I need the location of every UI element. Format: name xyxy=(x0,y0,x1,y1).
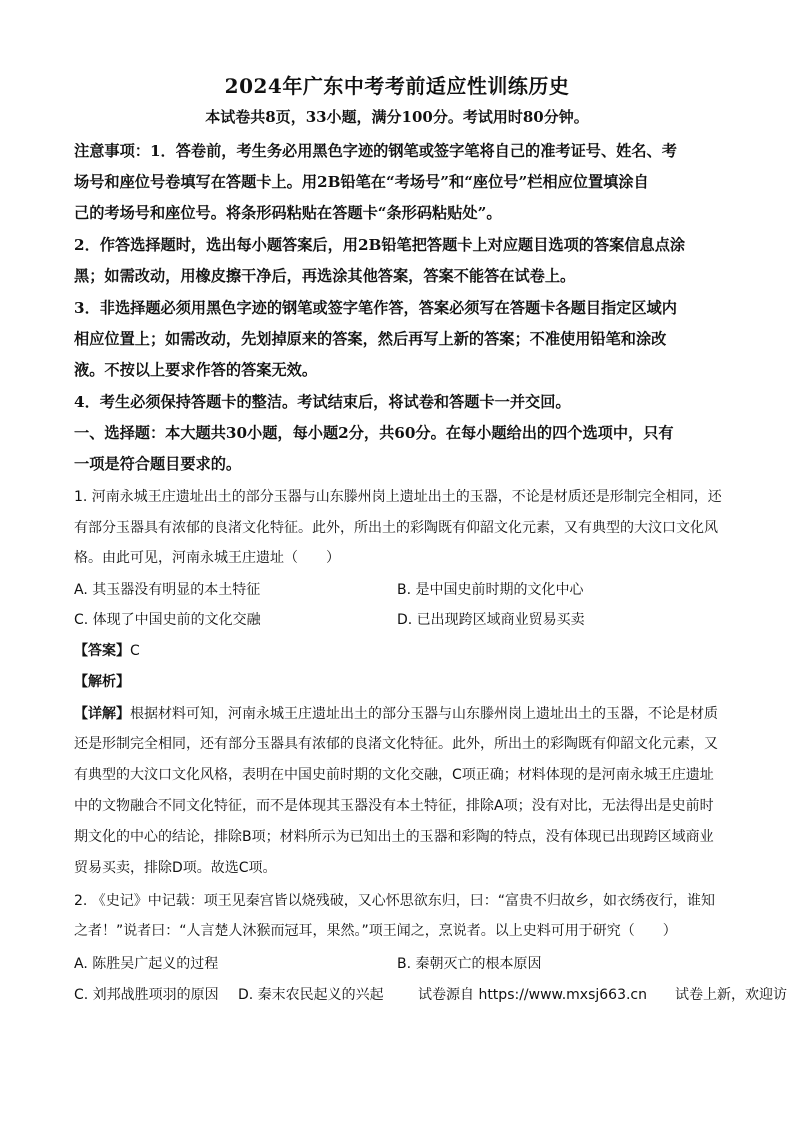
question-2-stem: 2. 《史记》中记载：项王见秦宫皆以烧残破，又心怀思欲东归，曰：“富贵不归故乡，如衣绣夜行，谁知 xyxy=(74,893,716,909)
q2-option-b: B. 秦朝灭亡的根本原因 xyxy=(397,956,542,972)
q1-option-a: A. 其玉器没有明显的本土特征 xyxy=(74,582,261,598)
section-header: 一项是符合题目要求的。 xyxy=(74,455,242,473)
note-line: 4．考生必须保持答题卡的整洁。考试结束后，将试卷和答题卡一并交回。 xyxy=(74,393,571,411)
page-title: 2024年广东中考考前适应性训练历史 xyxy=(224,74,570,98)
analysis-label: 【解析】 xyxy=(74,674,130,690)
question-1-stem: 1. 河南永城王庄遗址出土的部分玉器与山东滕州岗上遗址出土的玉器，不论是材质还是形制完全相同，还 xyxy=(74,489,722,505)
q1-detail-line: 中的文物融合不同文化特征，而不是体现其玉器没有本土特征，排除A项；没有对比，无法得出是史前时 xyxy=(74,798,714,814)
q1-detail-line: 期文化的中心的结论，排除B项；材料所示为已知出土的玉器和彩陶的特点，没有体现已出现跨区域商业 xyxy=(74,829,714,845)
exam-info: 本试卷共8页，33小题，满分100分。考试用时80分钟。 xyxy=(205,108,589,126)
q1-analysis-label xyxy=(74,671,130,691)
q1-option-c: C. 体现了中国史前的文化交融 xyxy=(74,612,261,628)
detail-text: 根据材料可知，河南永城王庄遗址出土的部分玉器与山东滕州岗上遗址出土的玉器，不论是材质 xyxy=(130,706,718,722)
q2-option-d: D. 秦末农民起义的兴起 xyxy=(238,987,384,1003)
source-footer: 试卷源自 https://www.mxsj663.cn 试卷上新，欢迎访 xyxy=(418,987,787,1003)
q2-option-c: C. 刘邦战胜项羽的原因 xyxy=(74,987,219,1003)
note-line: 己的考场号和座位号。将条形码粘贴在答题卡“条形码粘贴处”。 xyxy=(74,204,502,222)
answer-value: C xyxy=(130,643,140,659)
q1-option-d: D. 已出现跨区域商业贸易买卖 xyxy=(397,612,585,628)
q1-detail xyxy=(74,703,718,723)
answer-label: 【答案】 xyxy=(74,643,130,659)
question-1-stem: 格。由此可见，河南永城王庄遗址（ ） xyxy=(74,550,340,566)
q1-option-b: B. 是中国史前时期的文化中心 xyxy=(397,582,584,598)
note-line: 液。不按以上要求作答的答案无效。 xyxy=(74,361,317,379)
detail-label: 【详解】 xyxy=(74,706,130,722)
question-2-stem: 之者！”说者曰：“人言楚人沐猴而冠耳，果然。”项王闻之，烹说者。以上史料可用于研究（ ） xyxy=(74,923,677,939)
question-1-stem: 有部分玉器具有浓郁的良渚文化特征。此外，所出土的彩陶既有仰韶文化元素，又有典型的大汶口文化风 xyxy=(74,520,718,536)
q1-detail-line: 贸易买卖，排除D项。故选C项。 xyxy=(74,860,277,876)
q1-detail-line: 有典型的大汶口文化风格，表明在中国史前时期的文化交融，C项正确；材料体现的是河南永城王庄遗址 xyxy=(74,767,714,783)
q1-detail-line: 还是形制完全相同，还有部分玉器具有浓郁的良渚文化特征。此外，所出土的彩陶既有仰韶文化元素，又 xyxy=(74,736,718,752)
note-line: 注意事项：1．答卷前，考生务必用黑色字迹的钢笔或签字笔将自己的准考证号、姓名、考 xyxy=(74,142,677,160)
note-line: 场号和座位号卷填写在答题卡上。用2B铅笔在“考场号”和“座位号”栏相应位置填涂自 xyxy=(74,173,649,191)
note-line: 3．非选择题必须用黑色字迹的钢笔或签字笔作答，答案必须写在答题卡各题目指定区域内 xyxy=(74,299,677,317)
note-line: 2．作答选择题时，选出每小题答案后，用2B铅笔把答题卡上对应题目选项的答案信息点涂 xyxy=(74,236,686,254)
q1-answer xyxy=(74,640,140,660)
note-line: 相应位置上；如需改动，先划掉原来的答案，然后再写上新的答案；不准使用铅笔和涂改 xyxy=(74,330,667,348)
q2-option-a: A. 陈胜吴广起义的过程 xyxy=(74,956,219,972)
note-line: 黑；如需改动，用橡皮擦干净后，再选涂其他答案，答案不能答在试卷上。 xyxy=(74,267,576,285)
section-header: 一、选择题：本大题共30小题，每小题2分，共60分。在每小题给出的四个选项中，只有 xyxy=(74,424,674,442)
